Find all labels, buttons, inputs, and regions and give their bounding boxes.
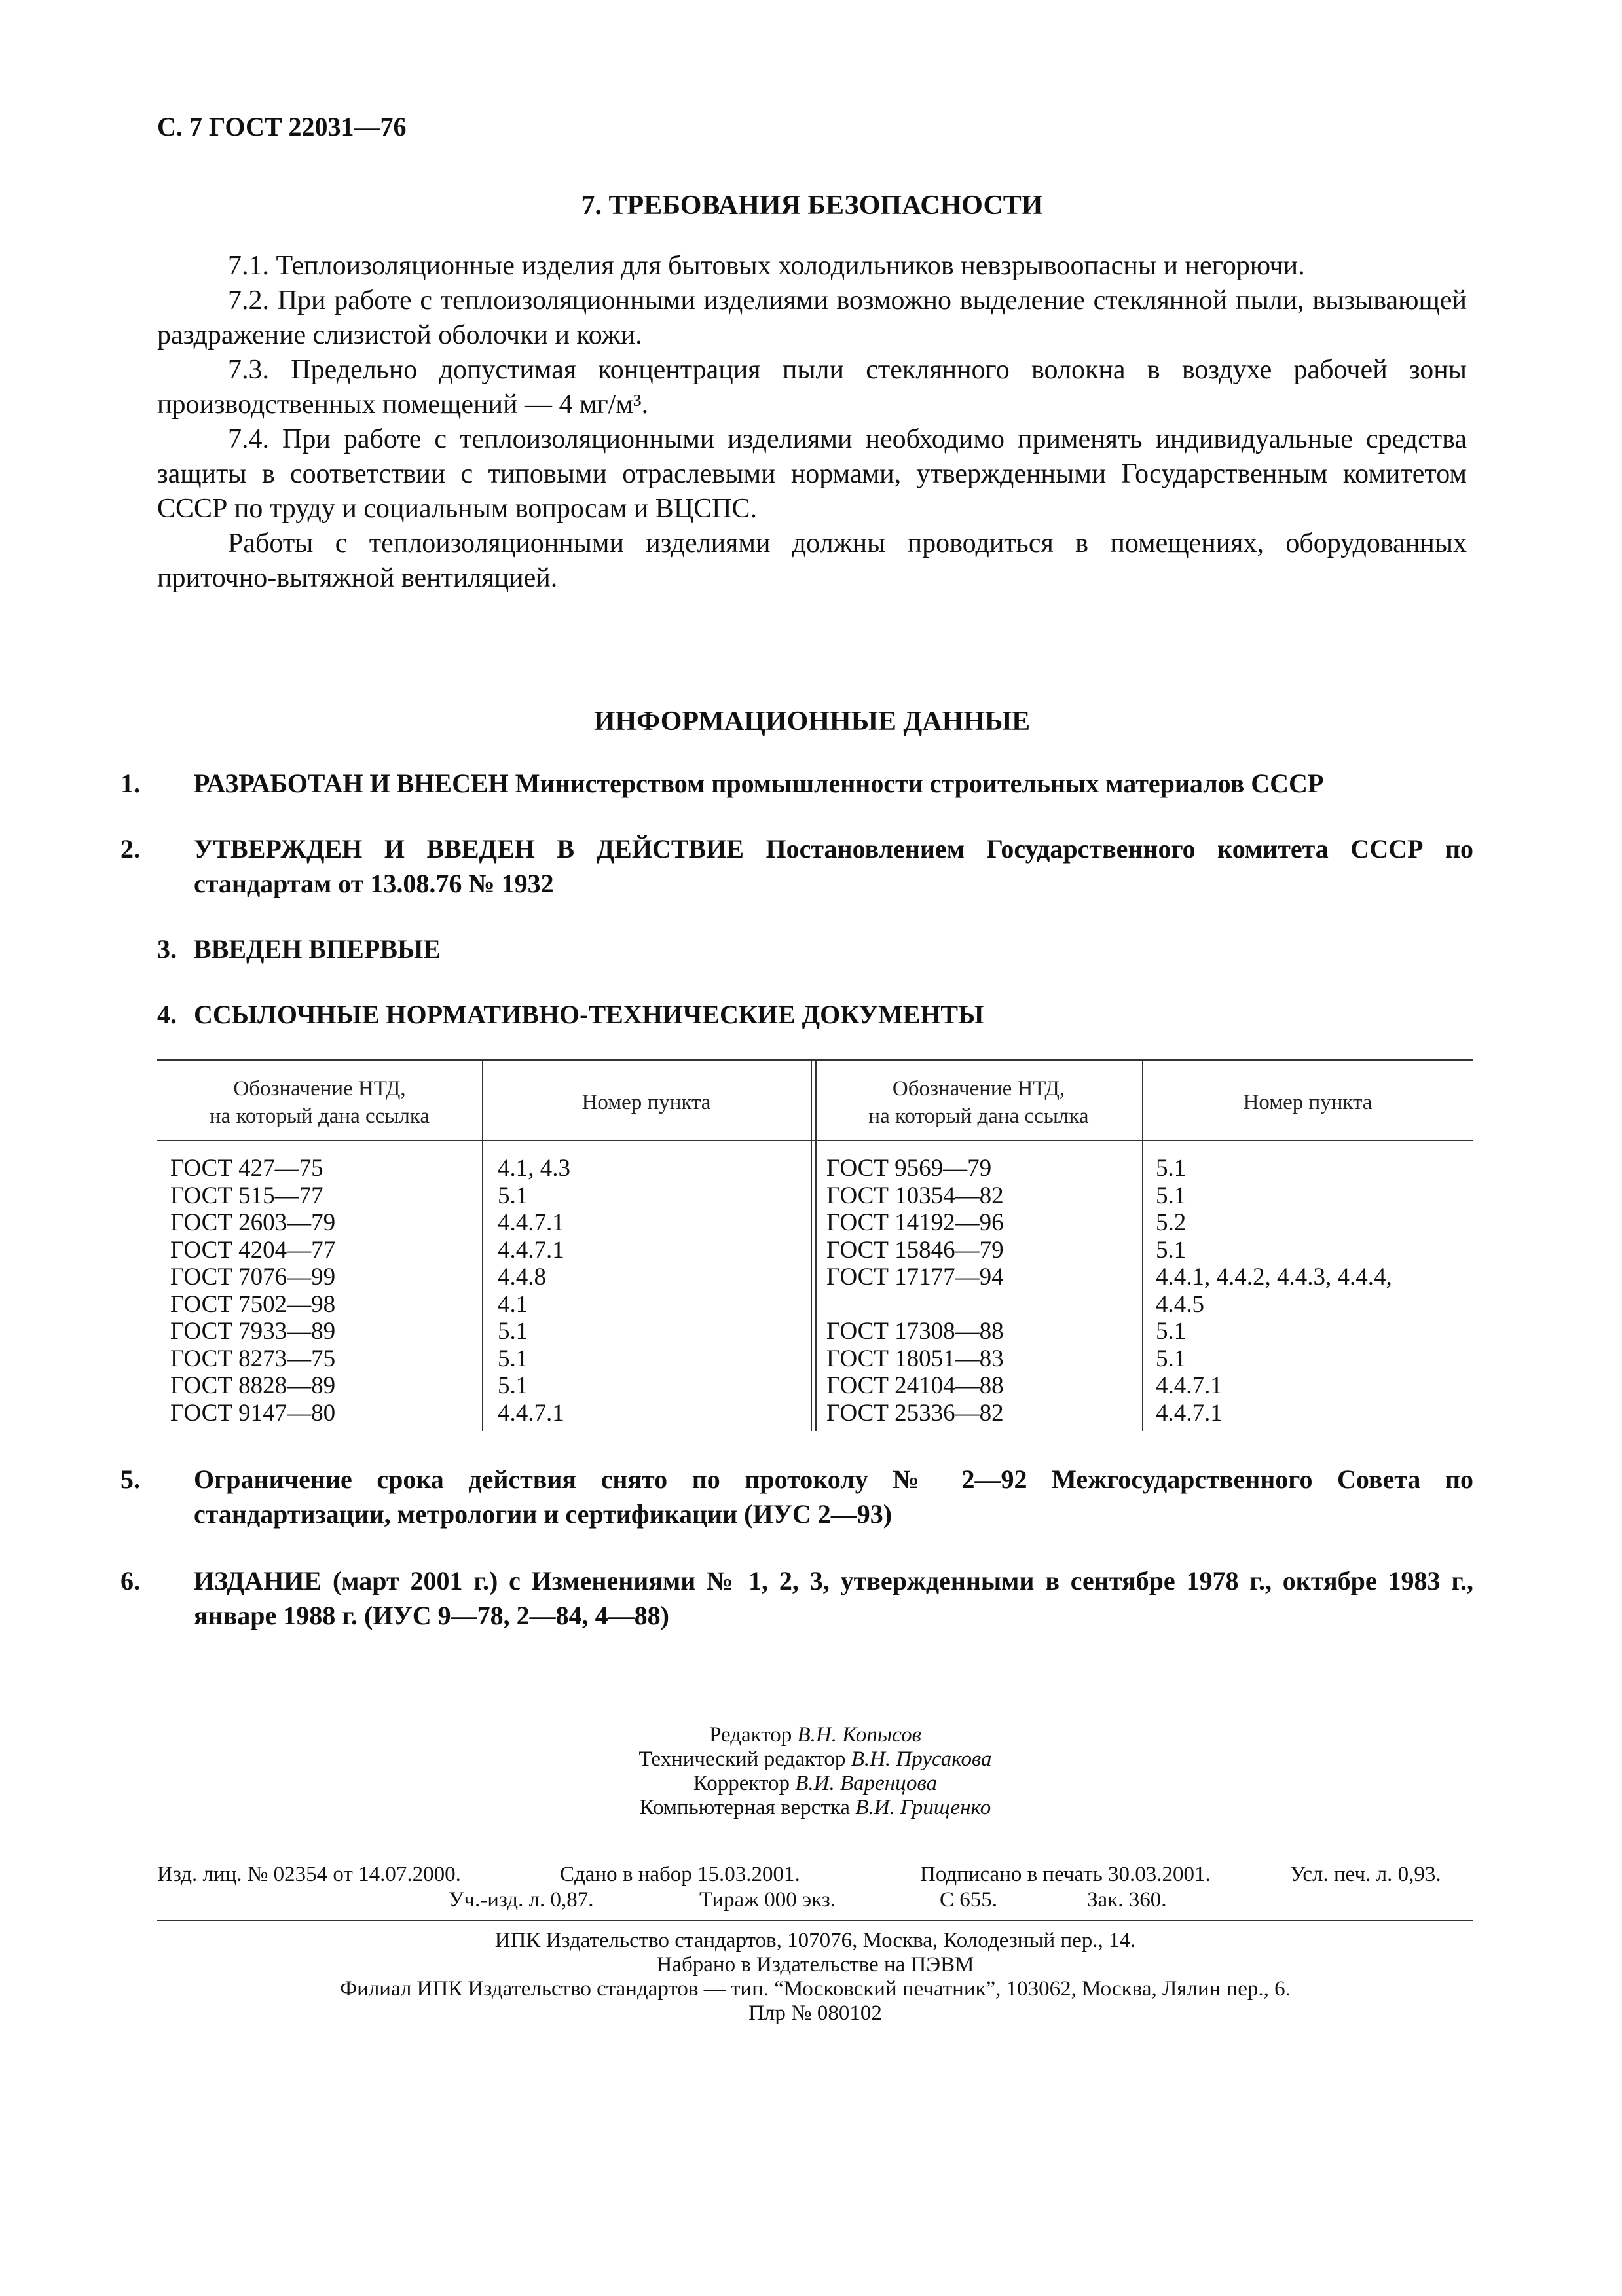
left-points-column xyxy=(498,1155,570,1427)
safety-paragraph-7-3: 7.3. Предельно допустимая концентрация пыли стеклянного волокна в воздухе рабочей зоны производственных помещений — 4 мг/м³. xyxy=(157,355,1467,420)
header-ntd-right xyxy=(815,1075,1142,1130)
table-cell: 5.1 xyxy=(1156,1155,1187,1182)
table-cell: 5.1 xyxy=(498,1345,528,1372)
header-ntd-left xyxy=(157,1075,482,1130)
credit-role: Компьютерная верстка xyxy=(639,1796,850,1819)
right-points-column xyxy=(1156,1155,1392,1427)
info-item-3 xyxy=(157,932,1473,966)
header-ntd-line: Обозначение НТД, xyxy=(233,1077,406,1101)
credit-editor xyxy=(157,1723,1473,1747)
table-cell: ГОСТ 4204—77 xyxy=(170,1236,336,1264)
table-cell: 5.1 xyxy=(1156,1182,1187,1209)
info-item-4 xyxy=(157,997,1473,1032)
safety-paragraph-7-4: 7.4. При работе с теплоизоляционными изделиями необходимо применять индивидуальные средства защиты в соответствии с типовыми отраслевыми нормами, утвержденными Государственным комитетом СССР по труду и социальным вопросам и ВЦСПС. xyxy=(157,424,1467,524)
right-docs-column xyxy=(826,1155,1004,1427)
table-cell: 5.1 xyxy=(1156,1318,1187,1345)
info-item-text: Министерством промышленности строительных материалов СССР xyxy=(515,769,1324,798)
info-item-number: 4. xyxy=(157,1000,177,1029)
table-cell: ГОСТ 7933—89 xyxy=(170,1318,336,1345)
imprint-typeset: Сдано в набор 15.03.2001. xyxy=(560,1863,800,1886)
imprint-run: Тираж 000 экз. xyxy=(699,1888,836,1912)
table-cell: 5.1 xyxy=(1156,1236,1187,1264)
imprint-divider xyxy=(157,1920,1473,1921)
imprint-signed: Подписано в печать 30.03.2001. xyxy=(920,1863,1211,1886)
table-cell: 5.1 xyxy=(1156,1345,1187,1372)
table-cell: ГОСТ 14192—96 xyxy=(826,1209,1004,1236)
running-head: С. 7 ГОСТ 22031—76 xyxy=(157,112,407,141)
publisher-line: Плр № 080102 xyxy=(748,2001,882,2025)
editorial-credits xyxy=(157,1723,1473,1820)
table-cell: 4.1, 4.3 xyxy=(498,1155,570,1182)
safety-section-title: 7. ТРЕБОВАНИЯ БЕЗОПАСНОСТИ xyxy=(581,191,1043,221)
credit-role: Технический редактор xyxy=(638,1747,846,1771)
table-cell: 5.1 xyxy=(498,1372,528,1399)
table-cell xyxy=(826,1291,1004,1319)
imprint-license: Изд. лиц. № 02354 от 14.07.2000. xyxy=(157,1863,461,1886)
table-cell: ГОСТ 7502—98 xyxy=(170,1290,336,1318)
info-item-text: Постановлением Государственного комитета СССР по стандартам от 13.08.76 № 1932 xyxy=(194,834,1473,898)
table-cell: ГОСТ 25336—82 xyxy=(826,1399,1004,1427)
publisher-line: ИПК Издательство стандартов, 107076, Москва, Колодезный пер., 14. xyxy=(494,1929,1136,1952)
credit-role: Корректор xyxy=(693,1772,790,1795)
credit-role: Редактор xyxy=(709,1723,792,1747)
info-item-lead: ССЫЛОЧНЫЕ НОРМАТИВНО-ТЕХНИЧЕСКИЕ ДОКУМЕНТЫ xyxy=(194,1000,984,1029)
info-item-text: Ограничение срока действия снято по протоколу № 2—92 Межгосударственного Совета по стандартизации, метрологии и сертификации (ИУС 2—93) xyxy=(194,1465,1473,1529)
imprint-order: Зак. 360. xyxy=(1087,1888,1167,1912)
imprint-print-sheets: Усл. печ. л. 0,93. xyxy=(1290,1863,1441,1886)
credit-name: В.И. Грищенко xyxy=(855,1796,991,1819)
table-cell: 4.4.7.1 xyxy=(498,1209,564,1236)
safety-paragraph-7-1: 7.1. Теплоизоляционные изделия для бытовых холодильников невзрывоопасны и негорючи. xyxy=(228,251,1305,281)
table-middle-divider xyxy=(811,1059,812,1431)
credit-name: В.Н. Копысов xyxy=(797,1723,921,1747)
header-point-left: Номер пункта xyxy=(581,1091,711,1114)
table-cell: 4.4.7.1 xyxy=(498,1236,564,1264)
table-cell: 4.1 xyxy=(498,1290,528,1318)
info-item-2 xyxy=(120,831,1473,901)
header-point-right: Номер пункта xyxy=(1243,1091,1373,1114)
info-item-number: 3. xyxy=(157,934,177,964)
table-cell: 5.1 xyxy=(498,1318,528,1345)
table-cell: ГОСТ 10354—82 xyxy=(826,1182,1004,1209)
info-item-lead: РАЗРАБОТАН И ВНЕСЕН xyxy=(194,769,509,798)
safety-paragraph-ventilation: Работы с теплоизоляционными изделиями должны проводиться в помещениях, оборудованных приточно-вытяжной вентиляцией. xyxy=(157,528,1467,593)
table-cell: ГОСТ 24104—88 xyxy=(826,1372,1004,1399)
table-cell: ГОСТ 9569—79 xyxy=(826,1155,992,1182)
table-cell: ГОСТ 9147—80 xyxy=(170,1399,336,1427)
credit-tech-editor xyxy=(157,1747,1473,1772)
table-cell: ГОСТ 18051—83 xyxy=(826,1345,1004,1372)
reference-documents-table xyxy=(157,1059,1473,1431)
left-docs-column xyxy=(170,1155,335,1427)
publisher-line: Филиал ИПК Издательство стандартов — тип. “Московский печатник”, 103062, Москва, Лялин пер., 6. xyxy=(340,1977,1291,2001)
info-item-5 xyxy=(120,1462,1473,1531)
table-cell: 5.1 xyxy=(498,1182,528,1209)
imprint-pub-sheets: Уч.-изд. л. 0,87. xyxy=(449,1888,594,1912)
credit-layout xyxy=(157,1796,1473,1820)
table-cell: ГОСТ 7076—99 xyxy=(170,1264,336,1290)
info-item-text: (март 2001 г.) с Изменениями № 1, 2, 3, утвержденными в сентябре 1978 г., октябре 1983 г., январе 1988 г. (ИУС 9—78, 2—84, 4—88) xyxy=(194,1566,1473,1630)
table-cell: ГОСТ 17177—94 xyxy=(826,1264,1004,1290)
info-item-lead: ИЗДАНИЕ xyxy=(194,1566,322,1595)
publisher-line: Набрано в Издательстве на ПЭВМ xyxy=(656,1953,974,1977)
info-section-title: ИНФОРМАЦИОННЫЕ ДАННЫЕ xyxy=(593,706,1031,737)
info-item-lead: УТВЕРЖДЕН И ВВЕДЕН В ДЕЙСТВИЕ xyxy=(194,834,744,864)
table-cell: 4.4.7.1 xyxy=(1156,1399,1223,1427)
header-ntd-line: Обозначение НТД, xyxy=(892,1077,1065,1101)
info-item-1 xyxy=(120,766,1473,801)
table-cell: ГОСТ 15846—79 xyxy=(826,1236,1004,1264)
credit-name: В.Н. Прусакова xyxy=(851,1747,992,1771)
table-cell: ГОСТ 8828—89 xyxy=(170,1372,336,1399)
info-item-number: 2. xyxy=(120,834,140,864)
imprint-page: С 655. xyxy=(940,1888,998,1912)
header-ntd-line: на который дана ссылка xyxy=(209,1104,430,1128)
publisher-info xyxy=(157,1929,1473,2026)
table-cell: 4.4.8 xyxy=(498,1264,546,1290)
table-cell: 4.4.7.1 xyxy=(1156,1372,1223,1399)
table-cell: ГОСТ 427—75 xyxy=(170,1155,323,1182)
info-item-number: 1. xyxy=(120,769,140,798)
credit-name: В.И. Варенцова xyxy=(795,1772,938,1795)
table-cell: ГОСТ 2603—79 xyxy=(170,1209,336,1236)
safety-paragraph-7-2: 7.2. При работе с теплоизоляционными изделиями возможно выделение стеклянной пыли, вызывающей раздражение слизистой оболочки и кожи. xyxy=(157,285,1467,350)
table-cell: ГОСТ 515—77 xyxy=(170,1182,323,1209)
info-item-number: 6. xyxy=(120,1566,140,1595)
info-item-lead: ВВЕДЕН ВПЕРВЫЕ xyxy=(194,934,441,964)
table-cell: 4.4.7.1 xyxy=(498,1399,564,1427)
table-cell: 4.4.5 xyxy=(1156,1290,1204,1318)
table-cell: 5.2 xyxy=(1156,1209,1187,1236)
safety-body xyxy=(157,249,1467,596)
credit-corrector xyxy=(157,1772,1473,1796)
table-cell: ГОСТ 17308—88 xyxy=(826,1318,1004,1345)
info-item-number: 5. xyxy=(120,1465,140,1494)
info-item-6 xyxy=(120,1563,1473,1633)
table-cell: ГОСТ 8273—75 xyxy=(170,1345,336,1372)
header-ntd-line: на который дана ссылка xyxy=(868,1104,1089,1128)
table-cell: 4.4.1, 4.4.2, 4.4.3, 4.4.4, xyxy=(1156,1264,1392,1290)
